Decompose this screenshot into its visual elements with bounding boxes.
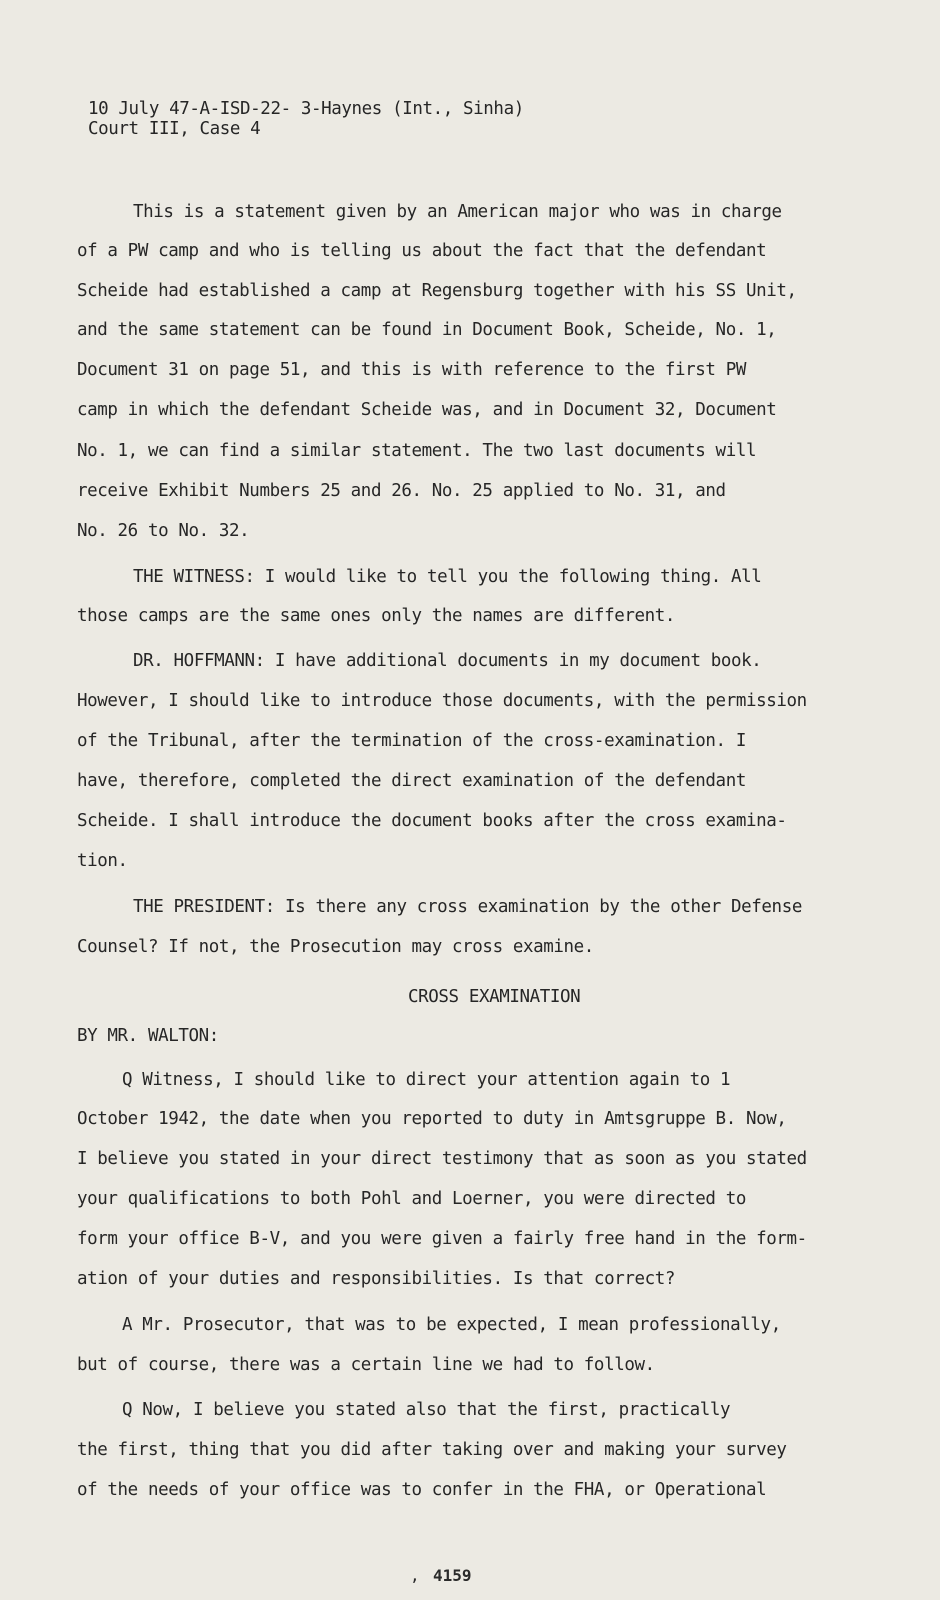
text-line: I believe you stated in your direct testimony that as soon as you stated bbox=[77, 1149, 807, 1169]
text-line: and the same statement can be found in Document Book, Scheide, No. 1, bbox=[77, 320, 777, 340]
text-line: your qualifications to both Pohl and Loerner, you were directed to bbox=[77, 1189, 746, 1209]
header-line-2: Court III, Case 4 bbox=[88, 119, 261, 139]
text-line: Scheide had established a camp at Regensburg together with his SS Unit, bbox=[77, 281, 797, 301]
page-number: 4159 bbox=[433, 1566, 472, 1585]
text-line: ation of your duties and responsibilities. Is that correct? bbox=[77, 1269, 676, 1289]
examiner-label: BY MR. WALTON: bbox=[77, 1026, 219, 1046]
text-line: A Mr. Prosecutor, that was to be expected, I mean professionally, bbox=[122, 1315, 781, 1335]
text-line: Q Now, I believe you stated also that the first, practically bbox=[122, 1400, 731, 1420]
text-line: DR. HOFFMANN: I have additional documents in my document book. bbox=[133, 651, 762, 671]
text-line: form your office B-V, and you were given a fairly free hand in the form- bbox=[77, 1229, 807, 1249]
text-line: but of course, there was a certain line we had to follow. bbox=[77, 1355, 655, 1375]
text-line: Scheide. I shall introduce the document books after the cross examina- bbox=[77, 811, 787, 831]
text-line: the first, thing that you did after taking over and making your survey bbox=[77, 1440, 787, 1460]
text-line: of a PW camp and who is telling us about the fact that the defendant bbox=[77, 241, 767, 261]
text-line: receive Exhibit Numbers 25 and 26. No. 25 applied to No. 31, and bbox=[77, 481, 726, 501]
text-line: However, I should like to introduce those documents, with the permission bbox=[77, 691, 807, 711]
text-line: have, therefore, completed the direct examination of the defendant bbox=[77, 771, 746, 791]
text-line: Document 31 on page 51, and this is with reference to the first PW bbox=[77, 360, 746, 380]
text-line: of the Tribunal, after the termination of the cross-examination. I bbox=[77, 731, 746, 751]
text-line: those camps are the same ones only the names are different. bbox=[77, 606, 676, 626]
section-heading: CROSS EXAMINATION bbox=[408, 987, 581, 1007]
header-line-1: 10 July 47-A-ISD-22- 3-Haynes (Int., Sinha) bbox=[88, 99, 524, 119]
text-line: No. 26 to No. 32. bbox=[77, 521, 250, 541]
text-line: THE PRESIDENT: Is there any cross examination by the other Defense bbox=[133, 897, 802, 917]
text-line: No. 1, we can find a similar statement. The two last documents will bbox=[77, 441, 757, 461]
text-line: Q Witness, I should like to direct your attention again to 1 bbox=[122, 1070, 731, 1090]
text-line: tion. bbox=[77, 851, 128, 871]
text-line: THE WITNESS: I would like to tell you the following thing. All bbox=[133, 567, 762, 587]
text-line: camp in which the defendant Scheide was, and in Document 32, Document bbox=[77, 400, 777, 420]
text-line: Counsel? If not, the Prosecution may cross examine. bbox=[77, 937, 594, 957]
page-mark: , bbox=[410, 1566, 420, 1585]
text-line: This is a statement given by an American major who was in charge bbox=[133, 202, 782, 222]
text-line: of the needs of your office was to confer in the FHA, or Operational bbox=[77, 1480, 767, 1500]
text-line: October 1942, the date when you reported to duty in Amtsgruppe B. Now, bbox=[77, 1109, 787, 1129]
